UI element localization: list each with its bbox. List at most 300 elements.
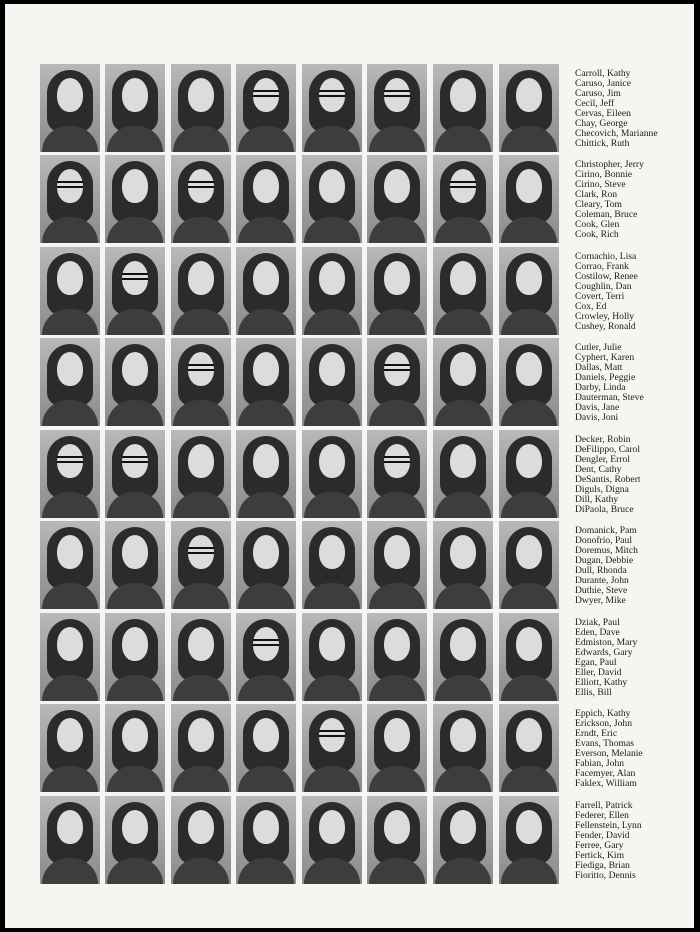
student-portrait (105, 613, 165, 701)
portrait-shoulders-shape (42, 583, 98, 609)
student-name: Fellenstein, Lynn (575, 820, 642, 831)
portrait-shoulders-shape (501, 126, 557, 152)
student-name: Edmiston, Mary (575, 637, 638, 648)
portrait-shoulders-shape (173, 858, 229, 884)
portrait-face-shape (450, 535, 476, 569)
portrait-shoulders-shape (238, 492, 294, 518)
student-name: Egan, Paul (575, 657, 617, 668)
student-portrait (171, 704, 231, 792)
student-portrait (302, 247, 362, 335)
student-portrait (499, 704, 559, 792)
student-name: Erickson, John (575, 718, 633, 729)
student-portrait (302, 430, 362, 518)
portrait-shoulders-shape (238, 309, 294, 335)
glasses-icon (57, 456, 83, 463)
portrait-shoulders-shape (501, 583, 557, 609)
portrait-shoulders-shape (369, 766, 425, 792)
student-portrait (302, 64, 362, 152)
portrait-shoulders-shape (435, 583, 491, 609)
portrait-shoulders-shape (238, 217, 294, 243)
student-portrait (302, 155, 362, 243)
portrait-face-shape (516, 444, 542, 478)
student-portrait (433, 338, 493, 426)
portrait-shoulders-shape (369, 217, 425, 243)
student-name: Cyphert, Karen (575, 352, 635, 363)
student-portrait (367, 521, 427, 609)
portrait-face-shape (57, 810, 83, 844)
portrait-shoulders-shape (238, 858, 294, 884)
portrait-shoulders-shape (369, 309, 425, 335)
student-portrait (499, 155, 559, 243)
portrait-face-shape (319, 627, 345, 661)
student-name: Caruso, Jim (575, 88, 621, 99)
portrait-face-shape (57, 352, 83, 386)
portrait-row (40, 430, 690, 518)
portrait-face-shape (253, 810, 279, 844)
portrait-face-shape (122, 627, 148, 661)
glasses-icon (384, 456, 410, 463)
student-portrait (236, 338, 296, 426)
portrait-row (40, 704, 690, 792)
student-portrait (236, 430, 296, 518)
portrait-face-shape (450, 261, 476, 295)
portrait-face-shape (450, 718, 476, 752)
student-portrait (433, 64, 493, 152)
name-list (575, 160, 687, 240)
portrait-shoulders-shape (369, 583, 425, 609)
portrait-face-shape (122, 718, 148, 752)
portrait-shoulders-shape (173, 309, 229, 335)
portrait-shoulders-shape (501, 766, 557, 792)
portrait-face-shape (384, 535, 410, 569)
glasses-icon (319, 730, 345, 737)
portrait-face-shape (253, 352, 279, 386)
student-name: DeSantis, Robert (575, 474, 641, 485)
portrait-face-shape (450, 810, 476, 844)
student-portrait (367, 430, 427, 518)
student-portrait (40, 796, 100, 884)
student-portrait (433, 155, 493, 243)
student-name: Dent, Cathy (575, 464, 622, 475)
student-name: Eller, David (575, 667, 622, 678)
student-name: Darby, Linda (575, 382, 626, 393)
portrait-face-shape (253, 444, 279, 478)
student-name: Duthie, Steve (575, 585, 628, 596)
student-portrait (433, 430, 493, 518)
name-list (575, 343, 687, 423)
portrait-face-shape (319, 261, 345, 295)
student-portrait (302, 521, 362, 609)
glasses-icon (57, 181, 83, 188)
portrait-shoulders-shape (501, 675, 557, 701)
glasses-icon (319, 90, 345, 97)
student-name: Dugan, Debbie (575, 555, 634, 566)
portrait-shoulders-shape (304, 492, 360, 518)
student-name: Facemyer, Alan (575, 768, 636, 779)
portrait-face-shape (57, 718, 83, 752)
portrait-face-shape (384, 169, 410, 203)
portrait-face-shape (253, 261, 279, 295)
glasses-icon (122, 273, 148, 280)
portrait-shoulders-shape (304, 400, 360, 426)
portrait-face-shape (57, 535, 83, 569)
glasses-icon (188, 547, 214, 554)
portrait-face-shape (319, 169, 345, 203)
student-name: Cook, Glen (575, 219, 620, 230)
portrait-shoulders-shape (435, 675, 491, 701)
student-name: Durante, John (575, 575, 629, 586)
name-list (575, 435, 687, 515)
portrait-face-shape (122, 78, 148, 112)
portrait-shoulders-shape (501, 492, 557, 518)
portrait-row (40, 155, 690, 243)
student-portrait (171, 155, 231, 243)
student-portrait (499, 247, 559, 335)
portrait-face-shape (253, 169, 279, 203)
student-name: Donofrio, Paul (575, 535, 633, 546)
portrait-shoulders-shape (435, 400, 491, 426)
glasses-icon (384, 90, 410, 97)
portrait-shoulders-shape (435, 858, 491, 884)
portrait-shoulders-shape (173, 400, 229, 426)
name-list (575, 618, 687, 698)
student-portrait (302, 338, 362, 426)
student-name: Fiediga, Brian (575, 860, 630, 871)
glasses-icon (384, 364, 410, 371)
student-portrait (171, 430, 231, 518)
portrait-face-shape (516, 352, 542, 386)
portrait-face-shape (450, 352, 476, 386)
student-name: Diguls, Digna (575, 484, 629, 495)
portrait-face-shape (516, 261, 542, 295)
student-name: Everson, Melanie (575, 748, 643, 759)
student-portrait (40, 64, 100, 152)
student-portrait (236, 796, 296, 884)
student-name: Cecil, Jeff (575, 98, 615, 109)
student-name: Corrao, Frank (575, 261, 629, 272)
portrait-shoulders-shape (42, 492, 98, 518)
student-portrait (499, 521, 559, 609)
student-name: Chittick, Ruth (575, 138, 630, 149)
portrait-face-shape (516, 718, 542, 752)
student-portrait (302, 613, 362, 701)
student-portrait (40, 247, 100, 335)
student-name: Evans, Thomas (575, 738, 634, 749)
student-name: Dill, Kathy (575, 494, 619, 505)
student-portrait (236, 613, 296, 701)
portrait-shoulders-shape (238, 675, 294, 701)
portrait-shoulders-shape (304, 766, 360, 792)
portrait-shoulders-shape (435, 492, 491, 518)
portrait-shoulders-shape (42, 400, 98, 426)
glasses-icon (188, 181, 214, 188)
student-portrait (40, 521, 100, 609)
student-portrait (40, 613, 100, 701)
student-portrait (499, 338, 559, 426)
portrait-shoulders-shape (369, 400, 425, 426)
portrait-face-shape (384, 261, 410, 295)
portrait-face-shape (516, 169, 542, 203)
student-name: DeFilippo, Carol (575, 444, 641, 455)
student-name: Carroll, Kathy (575, 68, 631, 79)
student-portrait (40, 338, 100, 426)
student-name: Coughlin, Dan (575, 281, 632, 292)
student-name: Cushey, Ronald (575, 321, 636, 332)
name-list (575, 526, 687, 606)
student-portrait (302, 704, 362, 792)
student-name: Coleman, Bruce (575, 209, 638, 220)
student-portrait (105, 430, 165, 518)
portrait-face-shape (188, 718, 214, 752)
portrait-shoulders-shape (107, 675, 163, 701)
student-portrait (367, 338, 427, 426)
portrait-row (40, 64, 690, 152)
student-portrait (171, 521, 231, 609)
portrait-face-shape (57, 78, 83, 112)
portrait-shoulders-shape (369, 858, 425, 884)
student-name: Checovich, Marianne (575, 128, 658, 139)
portrait-shoulders-shape (304, 309, 360, 335)
student-portrait (236, 64, 296, 152)
portrait-shoulders-shape (369, 675, 425, 701)
student-portrait (367, 796, 427, 884)
student-name: Decker, Robin (575, 434, 631, 445)
portrait-shoulders-shape (501, 858, 557, 884)
portrait-shoulders-shape (107, 126, 163, 152)
name-list (575, 709, 687, 789)
portrait-face-shape (384, 718, 410, 752)
student-name: Dauterman, Steve (575, 392, 644, 403)
portrait-shoulders-shape (304, 675, 360, 701)
portrait-shoulders-shape (238, 126, 294, 152)
portrait-shoulders-shape (501, 217, 557, 243)
glasses-icon (253, 639, 279, 646)
student-name: Edwards, Gary (575, 647, 633, 658)
portrait-shoulders-shape (173, 492, 229, 518)
student-name: Ellis, Bill (575, 687, 612, 698)
portrait-face-shape (188, 810, 214, 844)
student-name: Crowley, Holly (575, 311, 635, 322)
portrait-face-shape (516, 78, 542, 112)
student-name: Fender, David (575, 830, 630, 841)
student-portrait (499, 796, 559, 884)
glasses-icon (122, 456, 148, 463)
portrait-face-shape (450, 627, 476, 661)
portrait-shoulders-shape (42, 309, 98, 335)
portrait-shoulders-shape (173, 583, 229, 609)
portrait-shoulders-shape (304, 126, 360, 152)
student-name: Cutler, Julie (575, 342, 622, 353)
portrait-face-shape (319, 444, 345, 478)
name-list (575, 252, 687, 332)
portrait-shoulders-shape (42, 675, 98, 701)
portrait-shoulders-shape (42, 126, 98, 152)
portrait-shoulders-shape (107, 492, 163, 518)
student-name: Erndt, Eric (575, 728, 618, 739)
student-name: Eppich, Kathy (575, 708, 631, 719)
student-name: Fertick, Kim (575, 850, 625, 861)
student-name: Dengler, Errol (575, 454, 631, 465)
student-portrait (105, 247, 165, 335)
student-portrait (367, 247, 427, 335)
student-portrait (433, 796, 493, 884)
portrait-shoulders-shape (107, 217, 163, 243)
student-portrait (499, 613, 559, 701)
student-name: Christopher, Jerry (575, 159, 644, 170)
yearbook-page (5, 4, 694, 928)
student-portrait (433, 613, 493, 701)
portrait-shoulders-shape (304, 583, 360, 609)
student-portrait (105, 796, 165, 884)
student-portrait (40, 430, 100, 518)
student-name: Cox, Ed (575, 301, 607, 312)
portrait-shoulders-shape (304, 217, 360, 243)
student-portrait (433, 521, 493, 609)
portrait-face-shape (122, 352, 148, 386)
portrait-face-shape (450, 78, 476, 112)
student-name: Dull, Rhonda (575, 565, 627, 576)
portrait-shoulders-shape (107, 766, 163, 792)
portrait-row (40, 796, 690, 884)
portrait-face-shape (384, 627, 410, 661)
portrait-face-shape (384, 810, 410, 844)
portrait-row (40, 247, 690, 335)
student-portrait (236, 247, 296, 335)
student-name: Fabian, John (575, 758, 625, 769)
portrait-shoulders-shape (173, 126, 229, 152)
portrait-shoulders-shape (369, 126, 425, 152)
student-name: Clark, Ron (575, 189, 618, 200)
portrait-shoulders-shape (435, 217, 491, 243)
portrait-face-shape (122, 535, 148, 569)
student-name: Davis, Joni (575, 412, 619, 423)
portrait-face-shape (253, 718, 279, 752)
student-name: Ferree, Gary (575, 840, 624, 851)
student-name: Cervas, Eileen (575, 108, 631, 119)
student-portrait (171, 613, 231, 701)
student-name: Cornachio, Lisa (575, 251, 637, 262)
portrait-shoulders-shape (238, 583, 294, 609)
portrait-face-shape (516, 627, 542, 661)
student-name: Daniels, Peggie (575, 372, 636, 383)
portrait-row (40, 521, 690, 609)
student-portrait (105, 338, 165, 426)
student-portrait (105, 521, 165, 609)
portrait-face-shape (516, 535, 542, 569)
portrait-shoulders-shape (107, 309, 163, 335)
portrait-face-shape (450, 444, 476, 478)
student-name: Davis, Jane (575, 402, 620, 413)
student-name: Eden, Dave (575, 627, 620, 638)
student-name: Cook, Rich (575, 229, 619, 240)
portrait-face-shape (319, 352, 345, 386)
portrait-shoulders-shape (42, 858, 98, 884)
student-name: Dallas, Matt (575, 362, 623, 373)
student-portrait (433, 247, 493, 335)
student-name: Cleary, Tom (575, 199, 623, 210)
portrait-shoulders-shape (238, 400, 294, 426)
student-name: Cirino, Bonnie (575, 169, 633, 180)
portrait-face-shape (253, 535, 279, 569)
glasses-icon (188, 364, 214, 371)
name-list (575, 801, 687, 881)
student-portrait (367, 64, 427, 152)
portrait-shoulders-shape (435, 126, 491, 152)
portrait-shoulders-shape (501, 309, 557, 335)
student-name: Dziak, Paul (575, 617, 620, 628)
student-name: Domanick, Pam (575, 525, 637, 536)
student-portrait (236, 155, 296, 243)
student-name: Covert, Terri (575, 291, 625, 302)
portrait-face-shape (188, 261, 214, 295)
portrait-shoulders-shape (501, 400, 557, 426)
portrait-shoulders-shape (173, 217, 229, 243)
portrait-face-shape (57, 627, 83, 661)
student-portrait (367, 155, 427, 243)
portrait-face-shape (319, 535, 345, 569)
student-name: Costilow, Renee (575, 271, 638, 282)
name-list (575, 69, 687, 149)
student-name: Federer, Ellen (575, 810, 629, 821)
portrait-face-shape (122, 169, 148, 203)
student-portrait (171, 338, 231, 426)
portrait-shoulders-shape (435, 309, 491, 335)
student-name: Elliott, Kathy (575, 677, 628, 688)
student-portrait (499, 64, 559, 152)
student-portrait (367, 613, 427, 701)
portrait-shoulders-shape (173, 766, 229, 792)
student-portrait (302, 796, 362, 884)
portrait-face-shape (188, 78, 214, 112)
student-portrait (171, 796, 231, 884)
student-portrait (171, 247, 231, 335)
portrait-shoulders-shape (238, 766, 294, 792)
glasses-icon (253, 90, 279, 97)
portrait-shoulders-shape (107, 400, 163, 426)
student-name: Faklex, William (575, 778, 637, 789)
student-portrait (105, 155, 165, 243)
portrait-face-shape (319, 810, 345, 844)
portrait-shoulders-shape (369, 492, 425, 518)
student-portrait (236, 704, 296, 792)
portrait-face-shape (516, 810, 542, 844)
student-portrait (367, 704, 427, 792)
student-portrait (499, 430, 559, 518)
portrait-face-shape (57, 261, 83, 295)
student-name: Farrell, Patrick (575, 800, 633, 811)
portrait-shoulders-shape (173, 675, 229, 701)
glasses-icon (450, 181, 476, 188)
student-name: Cirino, Steve (575, 179, 626, 190)
student-portrait (40, 704, 100, 792)
student-portrait (171, 64, 231, 152)
student-portrait (433, 704, 493, 792)
portrait-face-shape (188, 627, 214, 661)
portrait-row (40, 613, 690, 701)
student-name: Doremus, Mitch (575, 545, 638, 556)
portrait-row (40, 338, 690, 426)
student-name: Caruso, Janice (575, 78, 631, 89)
student-portrait (40, 155, 100, 243)
portrait-shoulders-shape (107, 583, 163, 609)
portrait-face-shape (188, 444, 214, 478)
student-portrait (236, 521, 296, 609)
student-portrait (105, 704, 165, 792)
student-portrait (105, 64, 165, 152)
portrait-shoulders-shape (435, 766, 491, 792)
student-name: Dwyer, Mike (575, 595, 626, 606)
portrait-shoulders-shape (42, 217, 98, 243)
